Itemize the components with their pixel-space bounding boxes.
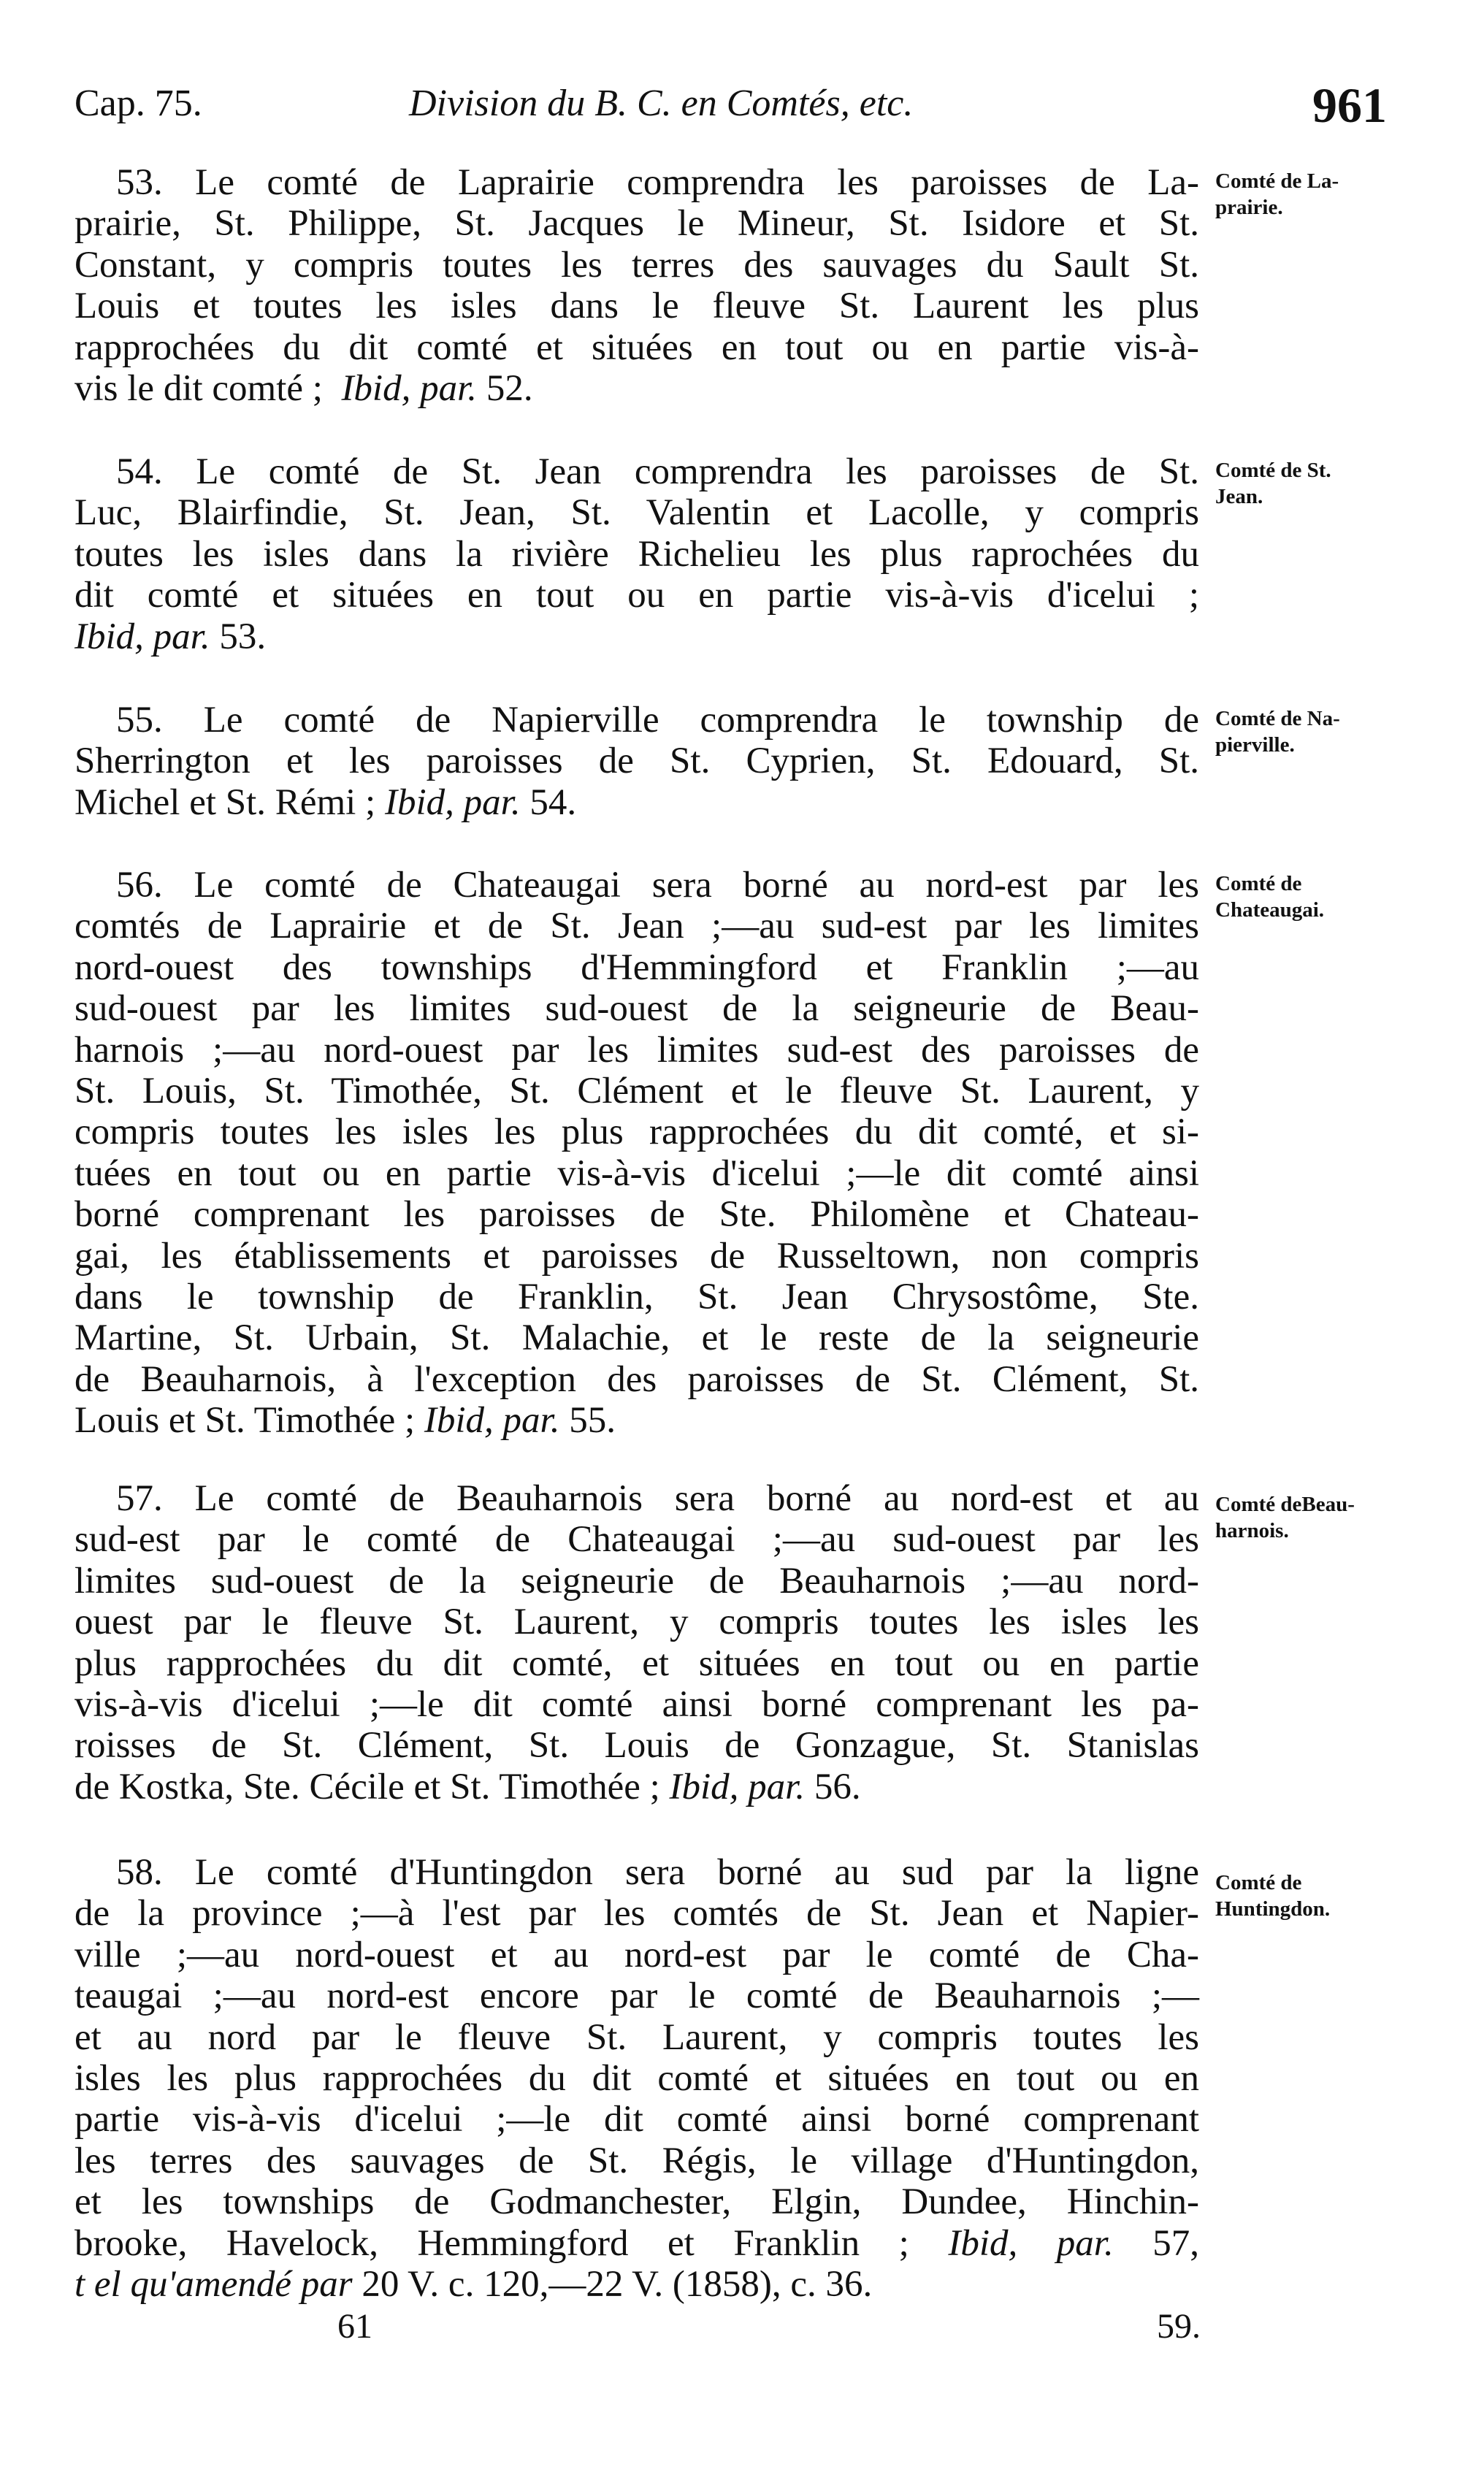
margin-note-line: Comté de St.: [1215, 459, 1331, 482]
margin-note-beauharnois: [1215, 1491, 1478, 1544]
text-line: sud-est par le comté de Chateaugai ;—au sud-ouest par les: [74, 1519, 1199, 1561]
text-line-last: [74, 616, 1199, 657]
text-line: tuées en tout ou en partie vis-à-vis d'icelui ;—le dit comté ainsi: [74, 1152, 1199, 1194]
margin-note-line: Comté deBeau-: [1215, 1493, 1355, 1516]
citation-ibid: Ibid, par.: [341, 367, 478, 409]
amendment-phrase: t el qu'amendé par: [74, 2263, 353, 2305]
text-line-last: [74, 1400, 1199, 1441]
text-line: 54. Le comté de St. Jean comprendra les paroisses de St.: [116, 451, 1199, 492]
citation-number: 53.: [219, 616, 267, 657]
text-line-citation: [74, 2223, 1199, 2264]
citation-ibid: Ibid, par.: [384, 781, 521, 823]
text-fragment: vis le dit comté ;: [74, 367, 323, 409]
margin-note-laprairie: [1215, 168, 1478, 221]
citation-number: 54.: [529, 781, 577, 823]
catchword-next-section: 59.: [1157, 2307, 1201, 2346]
margin-note-chateaugai: [1215, 871, 1478, 923]
text-fragment: brooke, Havelock, Hemmingford et Franklin ;: [74, 2222, 909, 2264]
text-line: toutes les isles dans la rivière Richelieu les plus raprochées du: [74, 533, 1199, 575]
text-line-last: [74, 1767, 1199, 1807]
text-line: vis-à-vis d'icelui ;—le dit comté ainsi borné comprenant les pa-: [74, 1683, 1199, 1725]
text-line: Louis et toutes les isles dans le fleuve St. Laurent les plus: [74, 286, 1199, 327]
margin-note-line: prairie.: [1215, 196, 1283, 219]
section-53: [74, 162, 1199, 409]
text-line: 58. Le comté d'Huntingdon sera borné au sud par la ligne: [116, 1852, 1199, 1893]
text-line: ouest par le fleuve St. Laurent, y compris toutes les isles les: [74, 1602, 1199, 1643]
citation-ibid: Ibid, par.: [74, 616, 210, 657]
margin-note-line: Huntingdon.: [1215, 1897, 1331, 1921]
margin-note-line: Comté de: [1215, 872, 1302, 895]
signature-mark: 61: [337, 2307, 372, 2346]
text-line: partie vis-à-vis d'icelui ;—le dit comté ainsi borné comprenant: [74, 2099, 1199, 2140]
text-line: roisses de St. Clément, St. Louis de Gonzague, St. Stanislas: [74, 1725, 1199, 1767]
text-line: Sherrington et les paroisses de St. Cyprien, St. Edouard, St.: [74, 741, 1199, 782]
section-57: [74, 1478, 1199, 1807]
text-line: de Beauharnois, à l'exception des paroisses de St. Clément, St.: [74, 1358, 1199, 1400]
running-head-title: Division du B. C. en Comtés, etc.: [409, 83, 914, 124]
margin-note-line: Comté de: [1215, 1871, 1302, 1894]
text-line: St. Louis, St. Timothée, St. Clément et le fleuve St. Laurent, y: [74, 1070, 1199, 1112]
text-line: gai, les établissements et paroisses de Russeltown, non compris: [74, 1235, 1199, 1277]
margin-note-line: pierville.: [1215, 733, 1295, 757]
text-line: et les townships de Godmanchester, Elgin, Dundee, Hinchin-: [74, 2181, 1199, 2223]
text-line: 56. Le comté de Chateaugai sera borné au nord-est par les: [116, 865, 1199, 906]
text-line: 57. Le comté de Beauharnois sera borné au nord-est et au: [116, 1478, 1199, 1519]
margin-note-line: Comté de Na-: [1215, 707, 1340, 730]
text-line: sud-ouest par les limites sud-ouest de la seigneurie de Beau-: [74, 988, 1199, 1030]
text-line: limites sud-ouest de la seigneurie de Beauharnois ;—au nord-: [74, 1560, 1199, 1602]
text-line: dans le township de Franklin, St. Jean Chrysostôme, Ste.: [74, 1276, 1199, 1317]
margin-note-huntingdon: [1215, 1870, 1478, 1922]
text-line: rapprochées du dit comté et situées en tout ou en partie vis-à-: [74, 326, 1199, 368]
citation-number: 55.: [569, 1400, 616, 1442]
text-line: et au nord par le fleuve St. Laurent, y compris toutes les: [74, 2016, 1199, 2058]
page-number: 961: [1312, 77, 1387, 133]
text-line: les terres des sauvages de St. Régis, le village d'Huntingdon,: [74, 2140, 1199, 2181]
text-line: nord-ouest des townships d'Hemmingford et Franklin ;—au: [74, 946, 1199, 988]
text-fragment: de Kostka, Ste. Cécile et St. Timothée ;: [74, 1766, 660, 1807]
text-line: teaugai ;—au nord-est encore par le comté de Beauharnois ;—: [74, 1975, 1199, 2017]
citation-ibid: Ibid, par.: [424, 1400, 560, 1442]
text-line: plus rapprochées du dit comté, et situées en tout ou en partie: [74, 1642, 1199, 1684]
section-58: [74, 1852, 1199, 2305]
text-line: isles les plus rapprochées du dit comté et situées en tout ou en: [74, 2057, 1199, 2099]
text-line: Constant, y compris toutes les terres des sauvages du Sault St.: [74, 244, 1199, 286]
text-line-last: [74, 368, 1199, 409]
section-56: [74, 865, 1199, 1441]
text-fragment: Michel et St. Rémi ;: [74, 781, 376, 823]
text-line: 53. Le comté de Laprairie comprendra les paroisses de La-: [116, 162, 1199, 203]
text-line: de la province ;—à l'est par les comtés de St. Jean et Napier-: [74, 1893, 1199, 1935]
text-line: borné comprenant les paroisses de Ste. Philomène et Chateau-: [74, 1194, 1199, 1236]
section-54: [74, 451, 1199, 657]
text-line: dit comté et situées en tout ou en partie vis-à-vis d'icelui ;: [74, 575, 1199, 616]
margin-note-line: harnois.: [1215, 1519, 1289, 1542]
margin-note-line: Chateaugai.: [1215, 898, 1325, 922]
text-line: harnois ;—au nord-ouest par les limites sud-est des paroisses de: [74, 1029, 1199, 1071]
text-line-amendment: [74, 2264, 1199, 2305]
margin-note-line: Comté de La-: [1215, 169, 1339, 193]
text-line: 55. Le comté de Napierville comprendra le township de: [116, 700, 1199, 741]
citation-number: 56.: [814, 1766, 861, 1807]
text-line: compris toutes les isles les plus rapprochées du dit comté, et si-: [74, 1112, 1199, 1153]
citation-ibid: Ibid, par.: [669, 1766, 806, 1807]
text-fragment: Louis et St. Timothée ;: [74, 1400, 416, 1442]
text-line: prairie, St. Philippe, St. Jacques le Mineur, St. Isidore et St.: [74, 203, 1199, 245]
section-55: [74, 700, 1199, 823]
text-line-last: [74, 782, 1199, 823]
amendment-reference: 20 V. c. 120,—22 V. (1858), c. 36.: [362, 2263, 873, 2305]
text-line: comtés de Laprairie et de St. Jean ;—au sud-est par les limites: [74, 906, 1199, 947]
margin-note-st-jean: [1215, 457, 1478, 510]
citation-number: 57,: [1152, 2222, 1199, 2264]
text-line: Luc, Blairfindie, St. Jean, St. Valentin et Lacolle, y compris: [74, 492, 1199, 534]
margin-note-line: Jean.: [1215, 485, 1263, 508]
running-head-chapter: Cap. 75.: [74, 83, 202, 124]
citation-number: 52.: [486, 367, 533, 409]
text-line: ville ;—au nord-ouest et au nord-est par le comté de Cha-: [74, 1934, 1199, 1975]
citation-ibid: Ibid, par.: [948, 2222, 1114, 2264]
text-line: Martine, St. Urbain, St. Malachie, et le reste de la seigneurie: [74, 1317, 1199, 1359]
margin-note-napierville: [1215, 705, 1478, 758]
